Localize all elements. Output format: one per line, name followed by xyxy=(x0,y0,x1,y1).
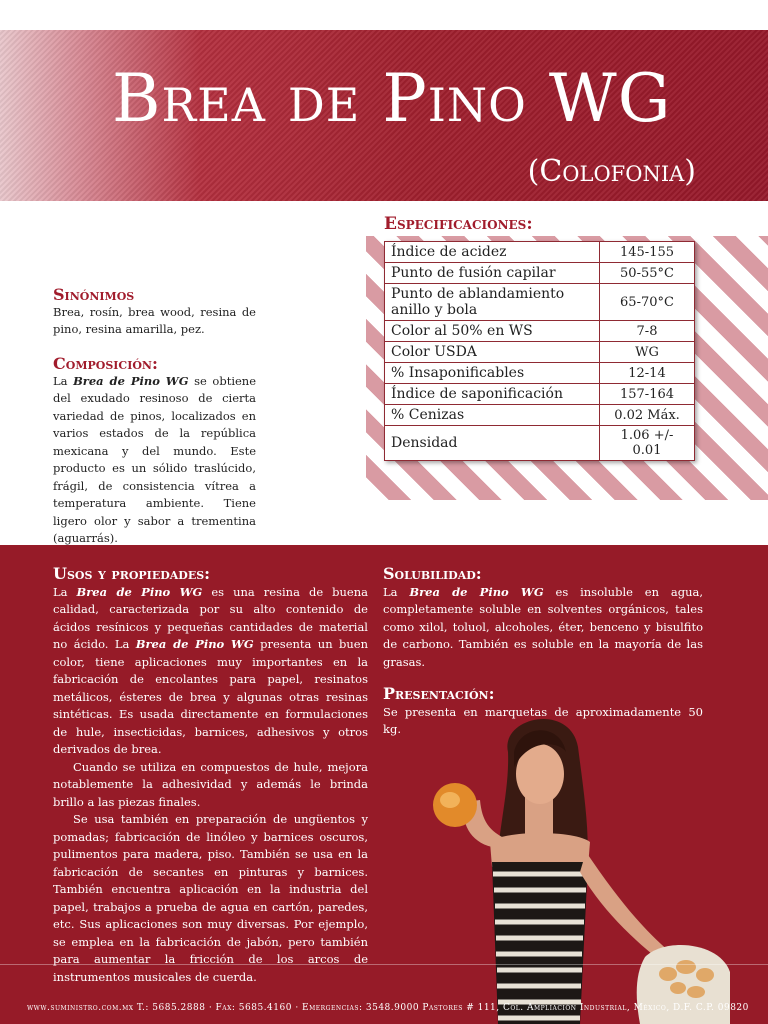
sinonimos-heading: Sinónimos xyxy=(53,285,135,304)
sinonimos-text: Brea, rosín, brea wood, resina de pino, resina amarilla, pez. xyxy=(53,304,256,336)
spec-row xyxy=(385,363,695,384)
presentacion-heading: Presentación: xyxy=(383,684,495,703)
composicion-heading: Composición: xyxy=(53,354,158,373)
solubilidad-pre: La xyxy=(383,584,398,599)
spec-value: 50-55°C xyxy=(600,263,695,284)
usos-paragraph-2: Cuando se utiliza en compuestos de hule, mejora notablemente la adhesividad y además le brinda brillo a las piezas finales. xyxy=(53,759,368,809)
spec-row xyxy=(385,263,695,284)
spec-value: 12-14 xyxy=(600,363,695,384)
spec-value: 145-155 xyxy=(600,242,695,263)
product-name: Brea de Pino WG xyxy=(409,584,544,599)
usos-p1-mid: es una resina de buena calidad, caracterizada por su alto contenido de ácidos resínicos y pequeñas cantidades de material no ácido. La xyxy=(53,584,369,651)
product-name: Brea de Pino WG xyxy=(73,373,189,388)
usos-paragraph-3: Se usa también en preparación de ungüentos y pomadas; fabricación de linóleo y barnices oscuros, pulimentos para madera, piso. También se usa en la fabricación de secantes en pinturas y barnices. También encuentra aplicación en la industria del papel, trabajos a prueba de agua en cartón, paredes, etc. Sus aplicaciones son muy diversas. Por ejemplo, se emplea en la fabricación de jabón, pero también para aumentar la fricción de los arcos de instrumentos musicales de cuerda. xyxy=(53,812,368,984)
spec-value: 7-8 xyxy=(600,321,695,342)
spec-row xyxy=(385,384,695,405)
composicion-body: se obtiene del exudado resinoso de cierta variedad de pinos, localizados en varios estados de la república mexicana y del mundo. Este producto es un sólido traslúcido, frágil, de consistencia vítrea a temperatura ambiente. Tiene ligero olor y sabor a trementina (aguarrás). xyxy=(53,373,257,545)
sinonimos-section xyxy=(53,286,256,339)
footer-divider xyxy=(0,964,768,965)
spec-row xyxy=(385,242,695,263)
spec-label: Color al 50% en WS xyxy=(385,321,600,342)
header-banner xyxy=(0,30,768,201)
usos-p1-pre: La xyxy=(53,584,68,599)
product-name: Brea de Pino WG xyxy=(135,637,254,651)
composicion-pre: La xyxy=(53,373,68,388)
solubilidad-text xyxy=(383,584,703,672)
specs-heading: Especificaciones: xyxy=(384,214,533,234)
spec-row xyxy=(385,405,695,426)
spec-label: % Cenizas xyxy=(385,405,600,426)
model-photo xyxy=(430,712,730,1024)
spec-value: 157-164 xyxy=(600,384,695,405)
spec-label: Color USDA xyxy=(385,342,600,363)
usos-paragraph-1 xyxy=(53,584,368,759)
spec-row xyxy=(385,426,695,461)
spec-label: % Insaponificables xyxy=(385,363,600,384)
page-title: Brea de Pino WG xyxy=(112,60,672,137)
presentacion-text: Se presenta en marquetas de aproximadamente 50 kg. xyxy=(383,704,703,736)
spec-label: Índice de acidez xyxy=(385,242,600,263)
composicion-text xyxy=(53,373,256,548)
spec-row xyxy=(385,321,695,342)
spec-value: 65-70°C xyxy=(600,284,695,321)
usos-p1-post: presenta un buen color, tiene aplicaciones muy importantes en la fabricación de encolantes para papel, resinatos metálicos, ésteres de brea y algunas otras resinas sintéticas. Es usada directamente en formulaciones de hule, insecticidas, barnices, adhesivos y otros derivados de brea. xyxy=(53,637,368,756)
spec-label: Punto de ablandamiento anillo y bola xyxy=(385,284,600,321)
page-subtitle: (Colofonia) xyxy=(527,154,696,189)
usos-heading: Usos y propiedades: xyxy=(53,564,211,583)
product-name: Brea de Pino WG xyxy=(76,584,203,599)
spec-value: 1.06 +/- 0.01 xyxy=(600,426,695,461)
spec-label: Densidad xyxy=(385,426,600,461)
spec-row xyxy=(385,284,695,321)
spec-value: WG xyxy=(600,342,695,363)
solubilidad-body: es insoluble en agua, completamente soluble en solventes orgánicos, tales como xilol, toluol, alcoholes, éter, benceno y bisulfito de carbono. También es soluble en la mayoría de las grasas. xyxy=(383,584,703,669)
footer-contact: www.suministro.com.mx T.: 5685.2888 · Fax: 5685.4160 · Emergencias: 3548.9000 Pastores # 111, Col. Ampliación Industrial, México, D.F. C.P. 09820 xyxy=(27,1003,749,1013)
spec-row xyxy=(385,342,695,363)
spec-label: Punto de fusión capilar xyxy=(385,263,600,284)
specs-table xyxy=(384,241,695,461)
spec-value: 0.02 Máx. xyxy=(600,405,695,426)
usos-section xyxy=(53,565,368,986)
solubilidad-heading: Solubilidad: xyxy=(383,564,482,583)
composicion-section xyxy=(53,355,256,548)
spec-label: Índice de saponificación xyxy=(385,384,600,405)
